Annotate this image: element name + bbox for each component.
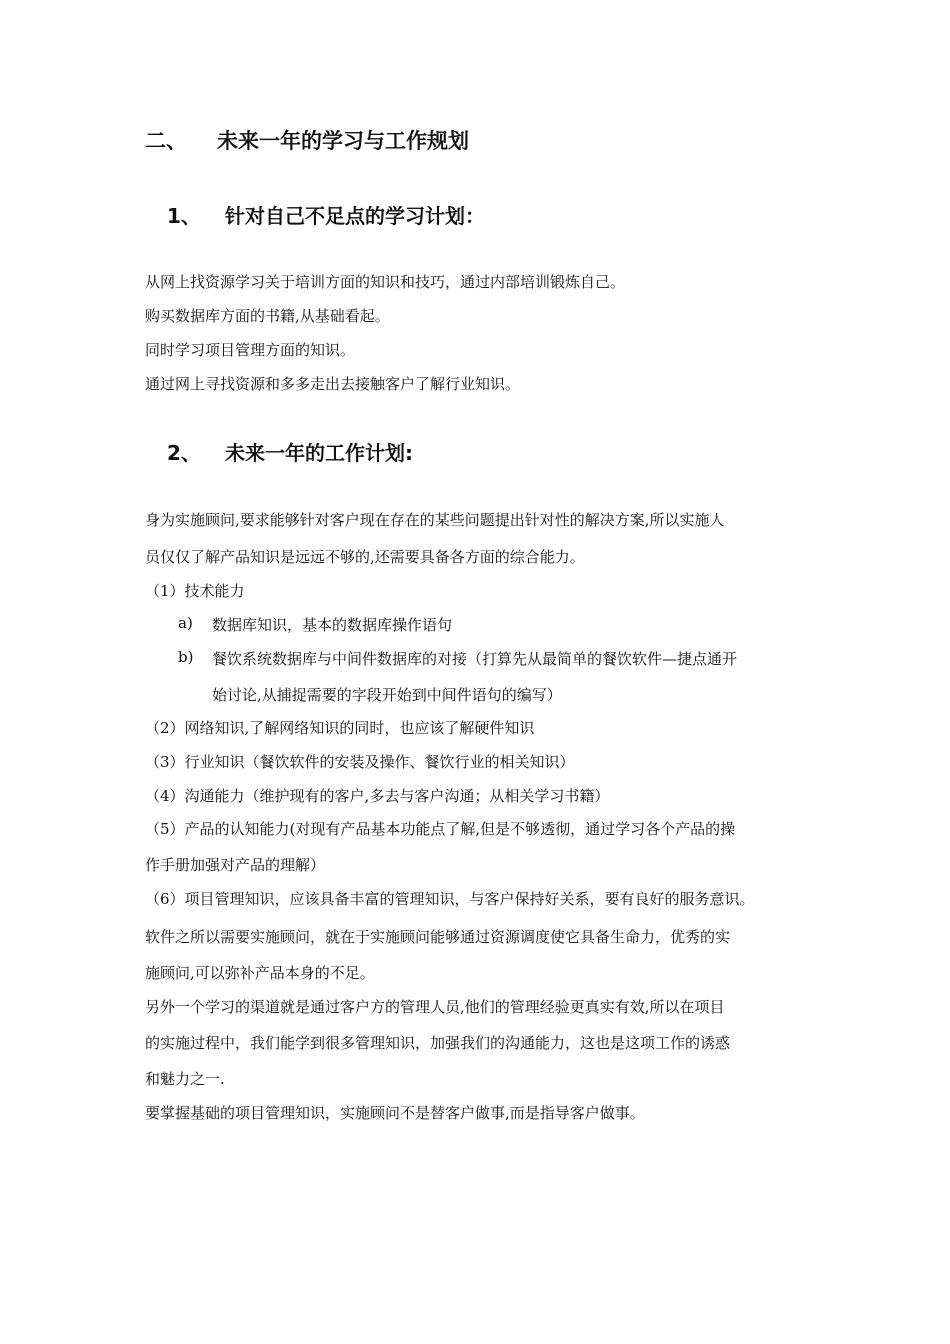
closing-line: 要掌握基础的项目管理知识，实施顾问不是替客户做事,而是指导客户做事。 xyxy=(145,1104,645,1122)
list-item-product-continued: 作手册加强对产品的理解） xyxy=(145,856,326,874)
list-item-technical: （1）技术能力 xyxy=(145,582,245,600)
sub-item-text: 餐饮系统数据库与中间件数据库的对接（打算先从最简单的餐饮软件—捷点通开 xyxy=(212,650,738,668)
study-plan-title: 针对自己不足点的学习计划： xyxy=(225,204,485,228)
sub-item-marker: a) xyxy=(178,614,193,632)
study-plan-line: 购买数据库方面的书籍,从基础看起。 xyxy=(145,307,390,325)
sub-item-b-continued: 始讨论,从捕捉需要的字段开始到中间件语句的编写） xyxy=(212,686,562,704)
list-item-network: （2）网络知识,了解网络知识的同时，也应该了解硬件知识 xyxy=(145,719,535,737)
section-number: 二、 xyxy=(145,129,187,153)
list-item-communication: （4）沟通能力（维护现有的客户,多去与客户沟通；从相关学习书籍） xyxy=(145,787,610,805)
sub-item-text: 数据库知识，基本的数据库操作语句 xyxy=(212,616,453,634)
paragraph-line: 另外一个学习的渠道就是通过客户方的管理人员,他们的管理经验更真实有效,所以在项目 xyxy=(145,998,725,1016)
sub-item-marker: b) xyxy=(178,648,194,666)
work-plan-number: 2、 xyxy=(167,441,201,465)
study-plan-line: 同时学习项目管理方面的知识。 xyxy=(145,341,356,359)
paragraph-line: 施顾问,可以弥补产品本身的不足。 xyxy=(145,964,375,982)
work-plan-intro: 员仅仅了解产品知识是远远不够的,还需要具备各方面的综合能力。 xyxy=(145,548,585,566)
list-item-product: （5）产品的认知能力(对现有产品基本功能点了解,但是不够透彻，通过学习各个产品的操 xyxy=(145,820,736,838)
study-plan-line: 通过网上寻找资源和多多走出去接触客户了解行业知识。 xyxy=(145,375,521,393)
paragraph-line: 和魅力之一. xyxy=(145,1070,225,1088)
list-item-industry: （3）行业知识（餐饮软件的安装及操作、餐饮行业的相关知识） xyxy=(145,753,575,771)
study-plan-number: 1、 xyxy=(167,204,201,228)
work-plan-intro: 身为实施顾问,要求能够针对客户现在存在的某些问题提出针对性的解决方案,所以实施人 xyxy=(145,511,725,529)
work-plan-title: 未来一年的工作计划: xyxy=(225,441,413,465)
paragraph-line: 的实施过程中，我们能学到很多管理知识，加强我们的沟通能力，这也是这项工作的诱惑 xyxy=(145,1034,731,1052)
list-item-project-management: （6）项目管理知识，应该具备丰富的管理知识，与客户保持好关系，要有良好的服务意识。 xyxy=(145,890,755,908)
study-plan-line: 从网上找资源学习关于培训方面的知识和技巧，通过内部培训锻炼自己。 xyxy=(145,273,626,291)
paragraph-line: 软件之所以需要实施顾问，就在于实施顾问能够通过资源调度使它具备生命力，优秀的实 xyxy=(145,928,731,946)
section-title: 未来一年的学习与工作规划 xyxy=(217,129,469,153)
